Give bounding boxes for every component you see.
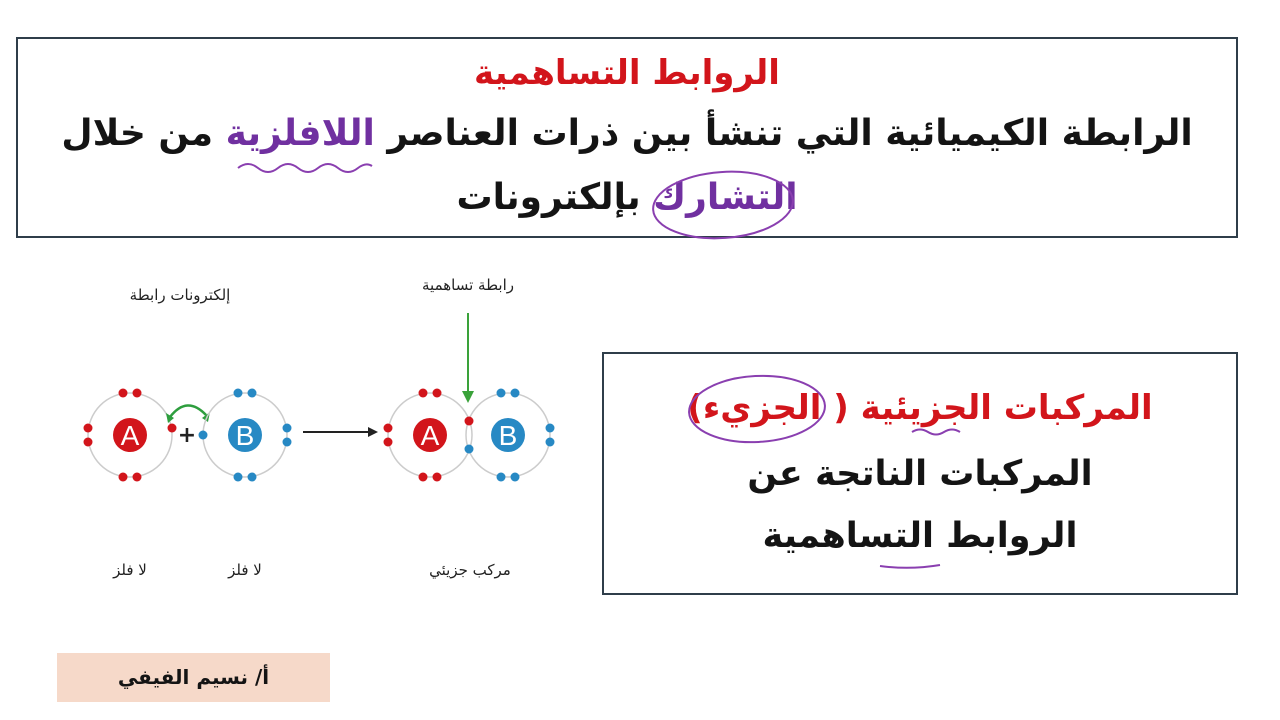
atom-b-symbol: B <box>235 420 255 451</box>
definition-line-1 <box>18 113 1236 154</box>
molecular-compounds-box <box>602 352 1238 595</box>
nonmetal-label-b: لا فلز <box>228 561 262 579</box>
molecule-highlight: الجزيء <box>702 388 822 428</box>
reaction-arrowhead <box>368 427 378 437</box>
definition-text-2: من خلال <box>61 113 226 154</box>
definition-text-1: الرابطة الكيميائية التي تنشأ بين ذرات العناصر <box>374 113 1193 154</box>
atom-b <box>199 389 292 482</box>
molecular-title-text: المركبات الجزيئية ( <box>821 388 1153 428</box>
nonmetal-highlight: اللافلزية <box>225 113 375 154</box>
molecular-compound-label: مركب جزيئي <box>429 561 511 579</box>
molecular-title <box>604 388 1236 428</box>
bonding-electrons-label: إلكترونات رابطة <box>129 286 231 304</box>
definition-box <box>16 37 1238 238</box>
nonmetal-label-a: لا فلز <box>113 561 147 579</box>
molecule <box>384 389 555 482</box>
molecule-symbol-a: A <box>420 420 440 451</box>
atom-a-symbol: A <box>120 420 140 451</box>
molecular-title-close: ) <box>687 388 703 428</box>
electron-share-arrow <box>170 405 206 417</box>
covalent-bond-label: رابطة تساهمية <box>422 276 514 294</box>
molecule-symbol-b: B <box>498 420 518 451</box>
definition-text-3: بإلكترونات <box>456 177 654 218</box>
molecular-line-1: المركبات الناتجة عن <box>747 454 1093 494</box>
covalent-bond-diagram <box>60 255 600 595</box>
bond-pointer-arrowhead <box>462 391 474 403</box>
molecular-line-2: الروابط التساهمية <box>762 516 1078 556</box>
definition-line-2 <box>18 177 1236 218</box>
sharing-highlight: التشارك <box>653 177 798 218</box>
plus-sign: + <box>177 423 197 448</box>
author-label: أ/ نسيم الفيفي <box>57 653 330 702</box>
definition-title: الروابط التساهمية <box>474 53 780 93</box>
atom-a <box>84 389 177 482</box>
